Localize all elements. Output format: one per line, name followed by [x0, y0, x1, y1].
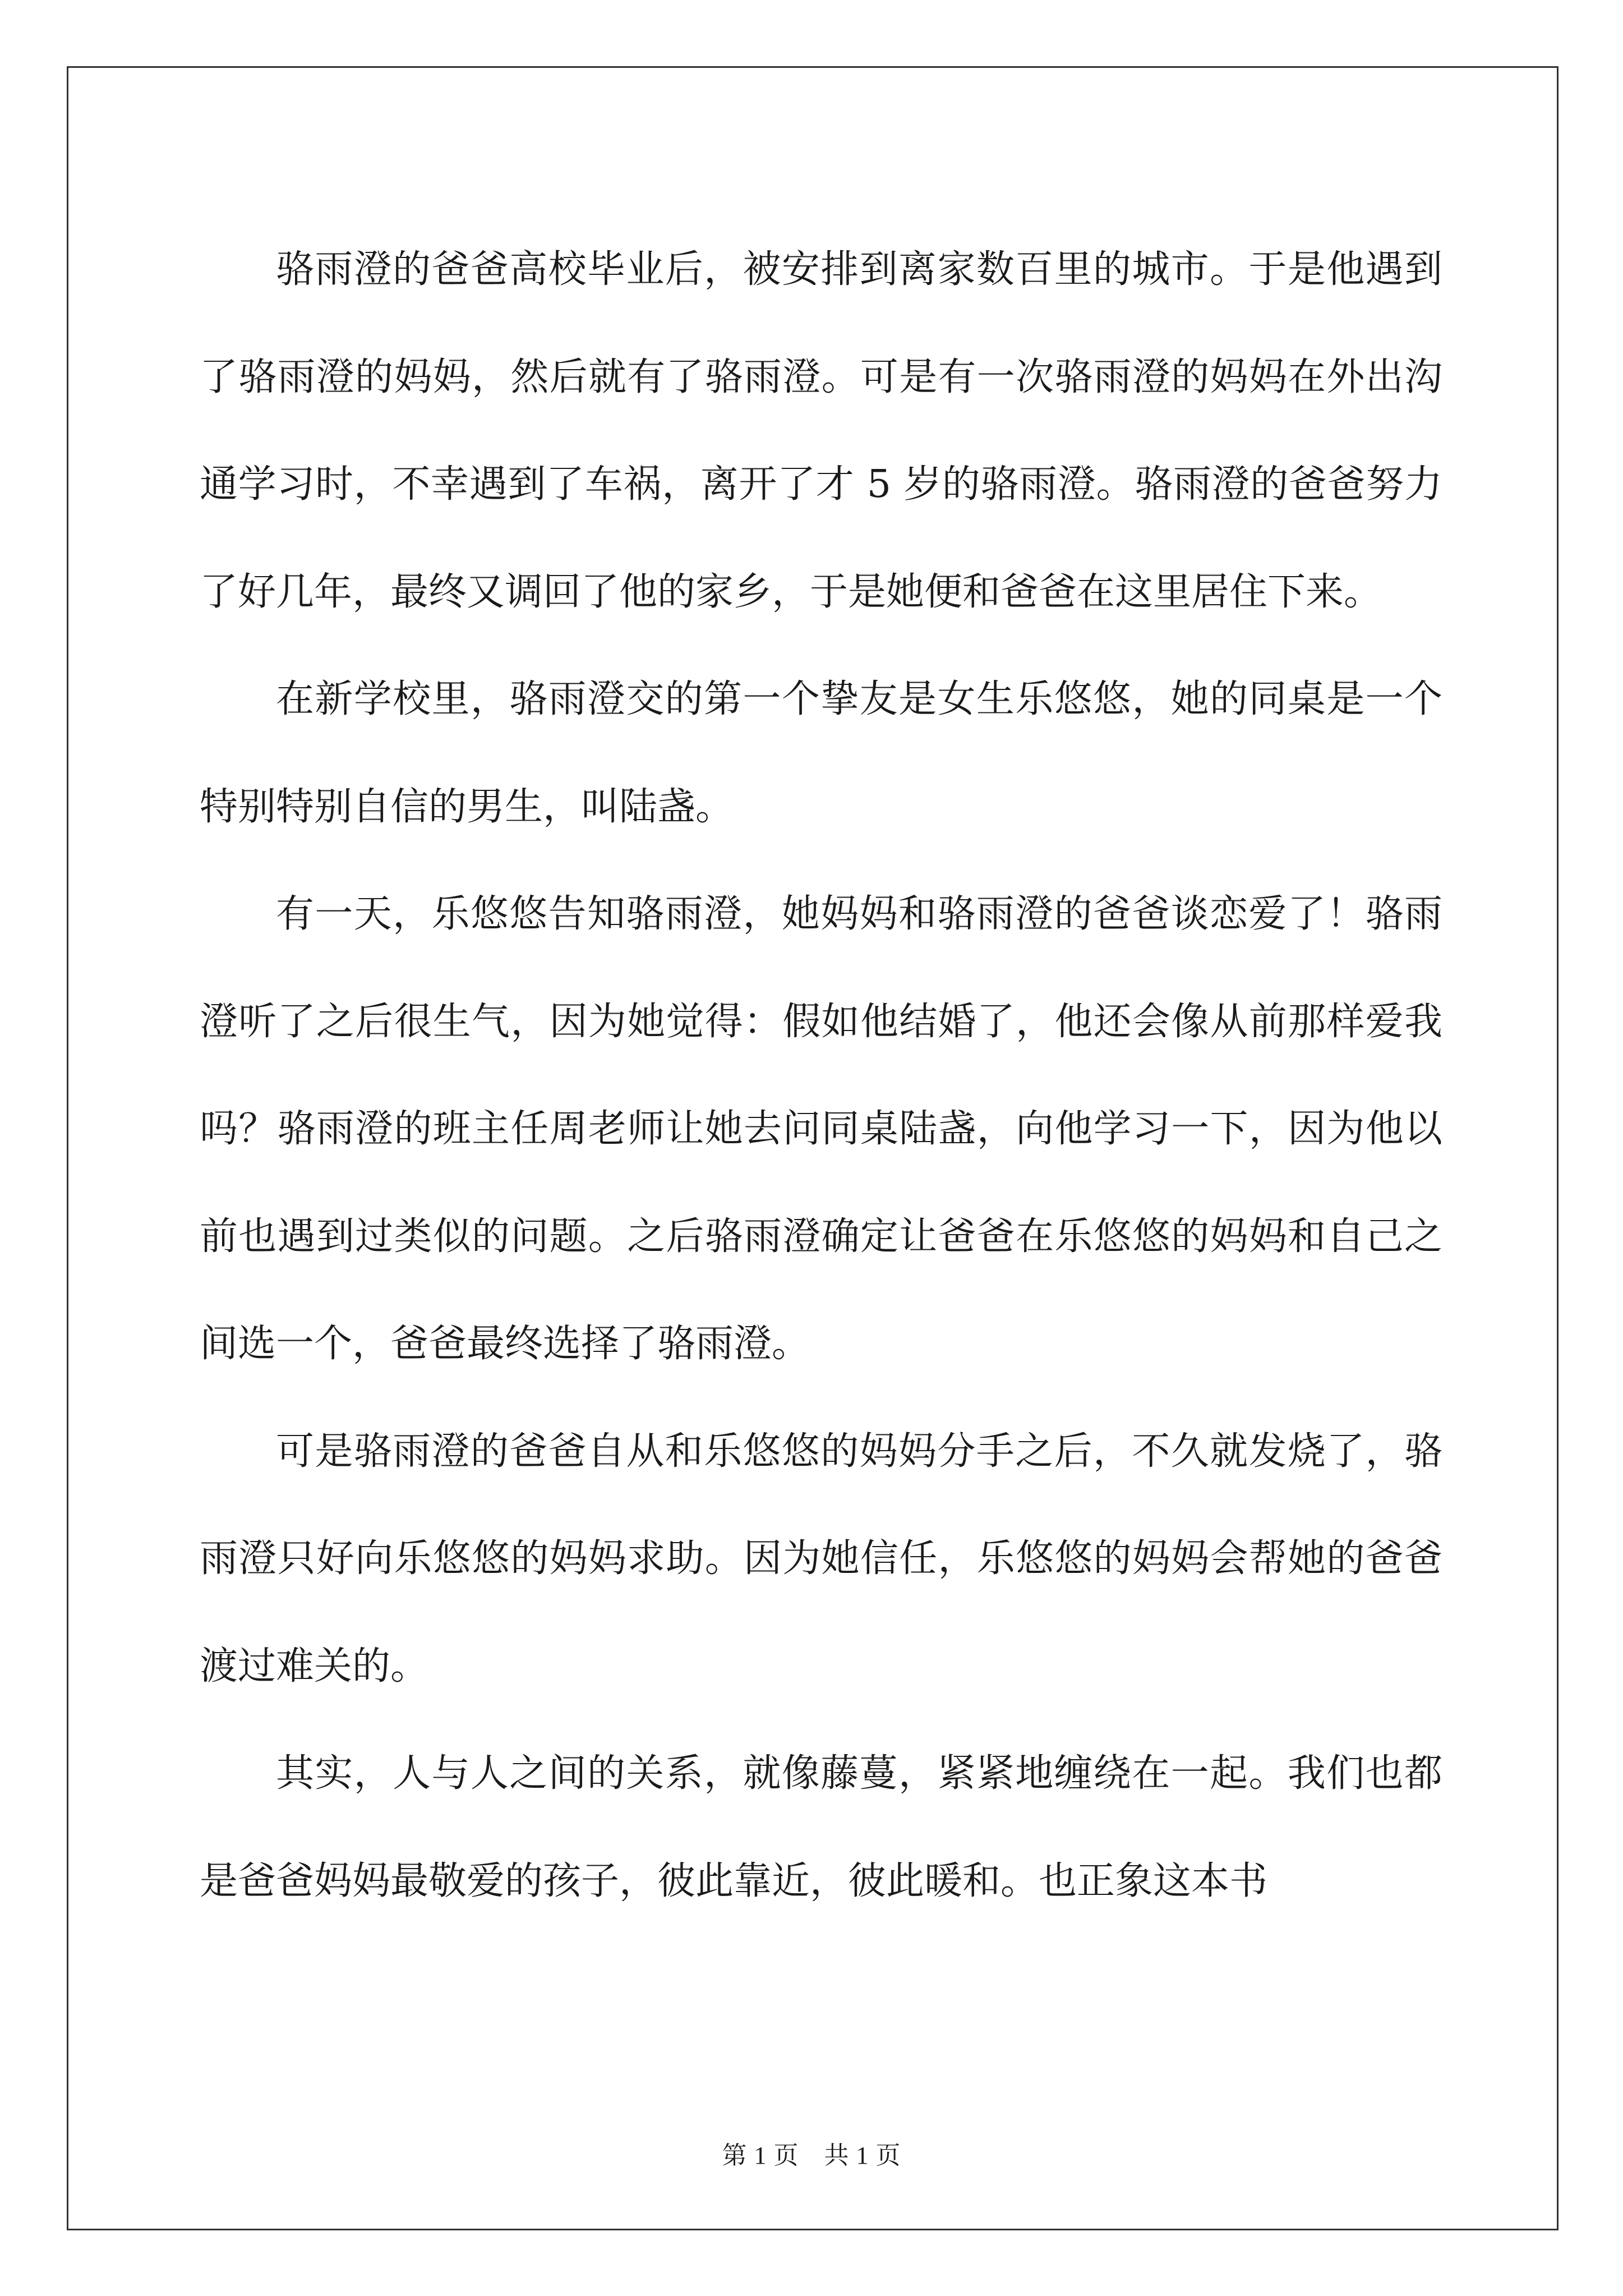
paragraph-5: 其实，人与人之间的关系，就像藤蔓，紧紧地缠绕在一起。我们也都是爸爸妈妈最敬爱的孩子，彼此靠近，彼此暖和。也正象这本书: [200, 1751, 1442, 1903]
paragraph-1: 骆雨澄的爸爸高校毕业后，被安排到离家数百里的城市。于是他遇到了骆雨澄的妈妈，然后就有了骆雨澄。可是有一次骆雨澄的妈妈在外出沟通学习时，不幸遇到了车祸，离开了才 5 岁的骆雨澄。骆雨澄的爸爸努力了好几年，最终又调回了他的家乡，于是她便和爸爸在这里居住下来。: [200, 247, 1442, 614]
document-body: [200, 216, 1442, 1935]
page-number-footer: 第 1 页 共 1 页: [722, 2142, 901, 2169]
paragraph-3: 有一天，乐悠悠告知骆雨澄，她妈妈和骆雨澄的爸爸谈恋爱了！骆雨澄听了之后很生气，因为她觉得：假如他结婚了，他还会像从前那样爱我吗？骆雨澄的班主任周老师让她去问同桌陆盏，向他学习一下，因为他以前也遇到过类似的问题。之后骆雨澄确定让爸爸在乐悠悠的妈妈和自己之间选一个，爸爸最终选择了骆雨澄。: [200, 892, 1442, 1366]
paragraph-2: 在新学校里，骆雨澄交的第一个挚友是女生乐悠悠，她的同桌是一个特别特别自信的男生，叫陆盏。: [200, 677, 1442, 829]
paragraph-4: 可是骆雨澄的爸爸自从和乐悠悠的妈妈分手之后，不久就发烧了，骆雨澄只好向乐悠悠的妈妈求助。因为她信任，乐悠悠的妈妈会帮她的爸爸渡过难关的。: [200, 1429, 1442, 1688]
